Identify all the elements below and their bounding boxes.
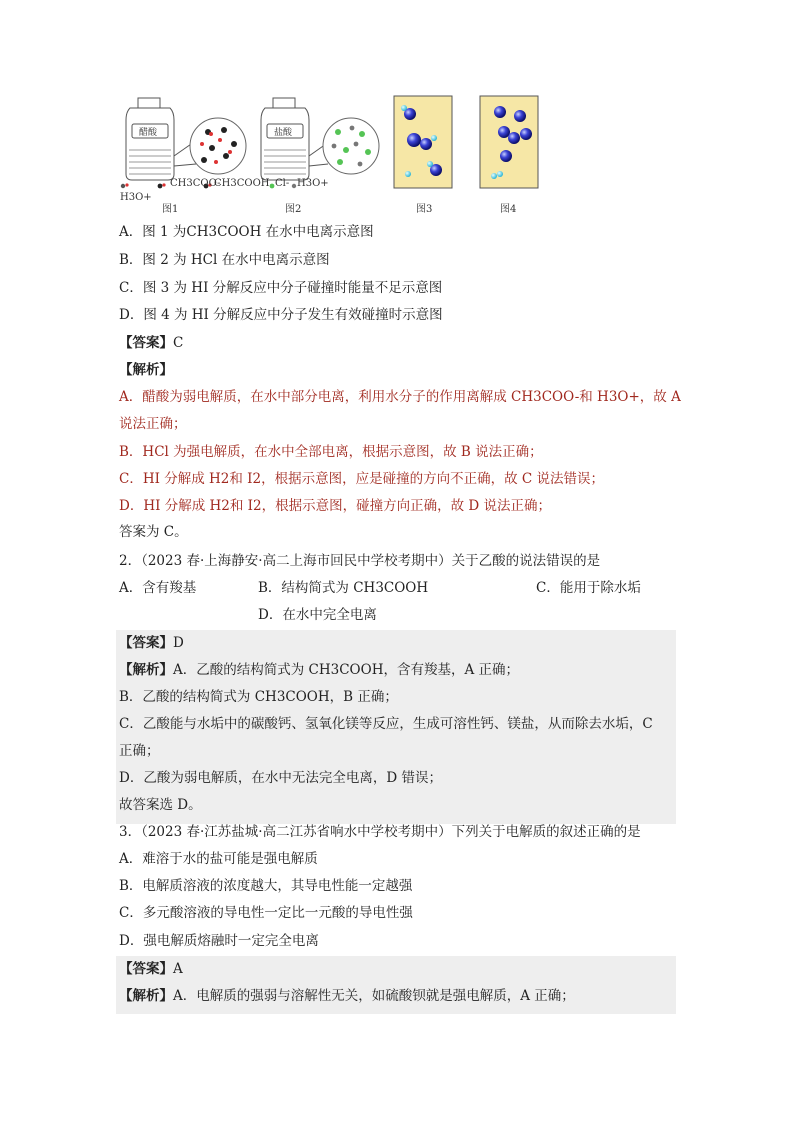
q2-analysis-line-4: 正确； [119, 743, 160, 759]
q1-option-a: A．图 1 为CH3COOH 在水中电离示意图 [119, 224, 374, 240]
q2-analysis-first [119, 660, 519, 680]
q1-answer-value: C [173, 335, 184, 351]
q3-answer-tag: 【答案】 [119, 961, 173, 977]
fig2-bottle [261, 98, 379, 180]
q2-option-d: D．在水中完全电离 [258, 607, 377, 623]
q3-option-c: C．多元酸溶液的导电性一定比一元酸的导电性强 [119, 905, 413, 921]
q2-answer-value: D [173, 635, 184, 651]
fig1-bottle [126, 98, 246, 180]
q3-analysis-first [119, 986, 575, 1006]
fig3-caption: 图3 [416, 204, 433, 215]
q1-analysis-line-3: B．HCl 为强电解质，在水中全部电离，根据示意图，故 B 说法正确； [119, 444, 543, 460]
fig4-caption: 图4 [500, 204, 517, 215]
fig2-bottle-label: 盐酸 [274, 128, 293, 138]
fig1-legend-h3o: H3O+ [120, 192, 152, 203]
q1-option-d: D．图 4 为 HI 分解反应中分子发生有效碰撞时示意图 [119, 307, 443, 323]
q3-analysis-tag: 【解析】 [119, 988, 173, 1004]
q1-analysis-line-4: C．HI 分解成 H2和 I2，根据示意图，应是碰撞的方向不正确，故 C 说法错误； [119, 471, 605, 487]
q2-analysis-line-5: D．乙酸为弱电解质，在水中无法完全电离，D 错误； [119, 770, 442, 786]
q3-answer-value: A [173, 961, 183, 977]
q2-answer-tag: 【答案】 [119, 635, 173, 651]
fig3-panel [394, 96, 452, 188]
q2-option-c: C．能用于除水垢 [536, 580, 641, 596]
q1-answer [119, 333, 183, 353]
q3-analysis-line-1: A．电解质的强弱与溶解性无关，如硫酸钡就是强电解质，A 正确； [173, 988, 575, 1004]
q1-option-c: C．图 3 为 HI 分解反应中分子碰撞时能量不足示意图 [119, 280, 443, 296]
fig1-caption: 图1 [162, 204, 179, 215]
fig1-legend-ch3coo: CH3COO- [170, 178, 221, 189]
q2-stem: 2．（2023 春·上海静安·高二上海市回民中学校考期中）关于乙酸的说法错误的是 [119, 553, 601, 569]
q1-analysis-line-1: A．醋酸为弱电解质，在水中部分电离，利用水分子的作用离解成 CH3COO-和 H3O+，故 A [119, 389, 681, 405]
q3-option-a: A．难溶于水的盐可能是强电解质 [119, 851, 318, 867]
fig1-legend-ch3cooh: CH3COOH [214, 178, 270, 189]
q2-analysis-line-1: A．乙酸的结构简式为 CH3COOH，含有羧基，A 正确； [173, 662, 520, 678]
q2-option-b: B．结构简式为 CH3COOH [258, 580, 429, 596]
q2-answer [119, 633, 184, 653]
figures-illustration [116, 94, 566, 214]
q3-option-d: D．强电解质熔融时一定完全电离 [119, 933, 319, 949]
q2-analysis-line-6: 故答案选 D。 [119, 797, 202, 813]
q1-option-b: B．图 2 为 HCl 在水中电离示意图 [119, 252, 330, 268]
fig2-legend-cl: Cl- [275, 178, 290, 189]
q1-analysis-tag: 【解析】 [119, 362, 173, 378]
q1-analysis-line-2: 说法正确； [119, 416, 187, 432]
q1-answer-tag: 【答案】 [119, 335, 173, 351]
fig2-caption: 图2 [285, 204, 302, 215]
q1-analysis-line-5: D．HI 分解成 H2和 I2，根据示意图，碰撞方向正确，故 D 说法正确； [119, 498, 551, 514]
q3-answer [119, 959, 183, 979]
q2-analysis-tag: 【解析】 [119, 662, 173, 678]
fig4-panel [480, 96, 538, 188]
q2-option-a: A．含有羧基 [119, 580, 197, 596]
figure-row [116, 94, 566, 214]
q2-analysis-line-2: B．乙酸的结构简式为 CH3COOH，B 正确； [119, 689, 398, 705]
q3-option-b: B．电解质溶液的浓度越大，其导电性能一定越强 [119, 878, 413, 894]
q2-analysis-line-3: C．乙酸能与水垢中的碳酸钙、氢氧化镁等反应，生成可溶性钙、镁盐，从而除去水垢，C [119, 716, 653, 732]
q3-stem: 3．（2023 春·江苏盐城·高二江苏省响水中学校考期中）下列关于电解质的叙述正确的是 [119, 824, 641, 840]
q1-conclusion: 答案为 C。 [119, 524, 188, 540]
fig1-bottle-label: 醋酸 [139, 128, 158, 138]
fig2-legend-h3o: H3O+ [297, 178, 329, 189]
